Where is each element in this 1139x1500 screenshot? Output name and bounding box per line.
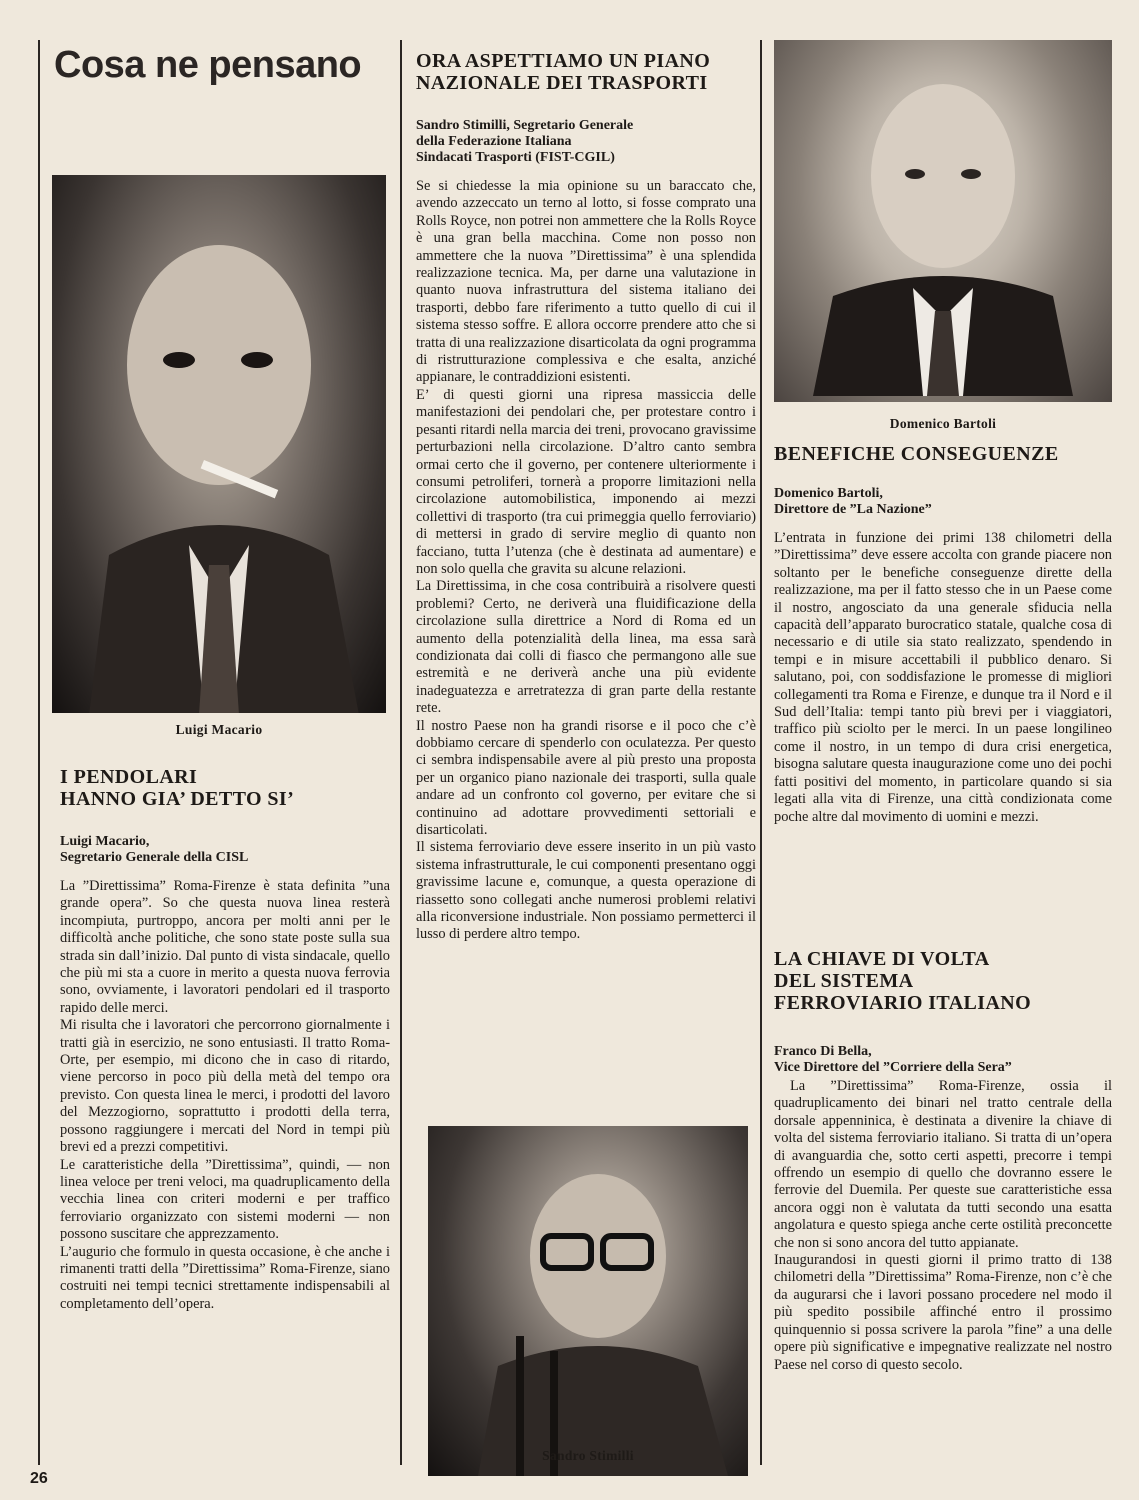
byline <box>774 1044 1112 1076</box>
byline-role: Direttore de ”La Nazione” <box>774 502 932 517</box>
paragraph: Mi risulta che i lavoratori che percorrono giornalmente i tratti già in esercizio, ne sono entusiasti. Il tratto Roma-Orte, per esempio, mi dicono che in caso di ritardo, viene percorso in poco più della metà del tempo ora previsto. Con questa linea le merci, i prodotti del lavoro del Mezzogiorno, soprattutto i prodotti della terra, possono raggiungere i mercati del Nord in tempi più brevi ed a prezzi competitivi. <box>60 1017 390 1156</box>
paragraph: Il nostro Paese non ha grandi risorse e il poco che c’è dobbiamo cercare di spenderlo con oculatezza. Per questo ci sembra indispensabile avere al più presto una proposta per un organico piano nazionale dei trasporti, sulla quale andare ad un confronto col governo, per evitare che si continuino ad adottare provvedimenti settoriali e disarticolati. <box>416 717 756 839</box>
portrait-icon <box>793 56 1093 396</box>
headline-line: NAZIONALE DEI TRASPORTI <box>416 72 708 94</box>
right-column <box>760 40 1110 1465</box>
left-column <box>38 40 390 1465</box>
headline <box>416 50 756 94</box>
byline-line: della Federazione Italiana <box>416 134 572 149</box>
paragraph: L’augurio che formulo in questa occasione, è che anche i rimanenti tratti della ”Direttissima” Roma-Firenze, siano costruiti nei tempi tecnici strettamente indispensabili al completamento dell’opera. <box>60 1243 390 1312</box>
headline-line: I PENDOLARI <box>60 766 198 788</box>
byline-name: Franco Di Bella, <box>774 1044 872 1059</box>
byline <box>416 118 756 166</box>
article-body <box>774 1078 1112 1374</box>
photo-sandro-stimilli <box>428 1126 748 1476</box>
byline-line: Sindacati Trasporti (FIST-CGIL) <box>416 150 615 165</box>
paragraph: Se si chiedesse la mia opinione su un baraccato che, avendo azzeccato un terno al lotto, si fosse comprato una Rolls Royce, non potrei non ammettere che la Rolls Royce è una gran bella macchina. Come non posso non ammettere che la nuova ”Direttissima” è una splendida realizzazione tecnica. Ma, per darne una valutazione in quanto nuova infrastruttura del sistema italiano dei trasporti, debbo fare riferimento a tutto quello di cui il sistema stesso soffre. E allora occorre prendere atto che si tratta di una realizzazione disarticolata da ogni programma di ristrutturazione complessiva e che esalta, anziché appianare, le contraddizioni esistenti. <box>416 178 756 386</box>
headline-line: LA CHIAVE DI VOLTA <box>774 948 990 970</box>
headline <box>774 948 1112 1014</box>
headline-line: DEL SISTEMA <box>774 970 914 992</box>
article-body <box>60 878 390 1313</box>
headline <box>60 766 390 810</box>
article-body <box>774 530 1112 826</box>
portrait-icon <box>69 195 369 713</box>
paragraph: La Direttissima, in che cosa contribuirà a risolvere questi problemi? Certo, ne deriverà una fluidificazione della circolazione sulla direttrice a Nord di Roma ed un aumento della potenzialità della linea, ma essa sarà condizionata dai colli di fiasco che permangono alle sue estremità e ne deriverà anche una più evidente inadeguatezza e arretratezza di gran parte della restante rete. <box>416 578 756 717</box>
headline-line: ORA ASPETTIAMO UN PIANO <box>416 50 711 72</box>
section-title: Cosa ne pensano <box>54 44 362 86</box>
byline-name: Luigi Macario, <box>60 834 150 849</box>
paragraph: E’ di questi giorni una ripresa massiccia delle manifestazioni dei pendolari che, per protestare contro i pesanti ritardi nella marcia dei treni, provocano gravissime perturbazioni nella circolazione. D’altro canto sembra ormai certo che il governo, per contenere ulteriormente i consumi petroliferi, tornerà a proporre limitazioni nella circolazione automobilistica, imponendo ai mezzi collettivi di trasporto (tra cui primeggia quello ferroviario) di mettersi in grado di servire meglio di quanto non facciano, tutta l’utenza (che è destinata ad aumentare) e non solo quella che gravita su alcune relazioni. <box>416 386 756 577</box>
paragraph: La ”Direttissima” Roma-Firenze è stata definita ”una grande opera”. So che questa nuova linea resterà incompiuta, purtroppo, ancora per molti anni per le difficoltà anche politiche, che sono state poste sulla sua strada sin dall’inizio. Dal punto di vista sindacale, quello che più mi sta a cuore in merito a questa nuova ferrovia sono, ovviamente, i lavoratori pendolari ed il trasporto rapido delle merci. <box>60 878 390 1016</box>
byline-name: Domenico Bartoli, <box>774 486 883 501</box>
photo-domenico-bartoli <box>774 40 1112 402</box>
paragraph: La ”Direttissima” Roma-Firenze, ossia il quadruplicamento dei binari nel tratto centrale della dorsale appenninica, è destinata a divenire la chiave di volta del sistema ferroviario italiano. Si tratta di un’opera di avanguardia che, sotto certi aspetti, precorre i tempi offrendo un esempio di quello che dovranno essere le ferrovie del Duemila. Per queste sue caratteristiche essa ancora oggi non è valutata da tutti secondo una esatta angolatura e questo spiega anche certe ostilità preconcette che non si sono ancora del tutto appianate. <box>774 1078 1112 1251</box>
photo-caption: Luigi Macario <box>175 722 263 737</box>
photo-caption: Sandro Stimilli <box>542 1448 634 1463</box>
photo-luigi-macario <box>52 175 386 713</box>
paragraph: Le caratteristiche della ”Direttissima”, quindi, — non linea veloce per treni veloci, ma quadruplicamento della vecchia linea con criteri moderni e per traffico ferroviario organizzato con sistemi moderni — non possono suscitare che apprezzamento. <box>60 1156 390 1243</box>
headline-line: HANNO GIA’ DETTO SI’ <box>60 788 295 810</box>
page-number: 26 <box>30 1470 48 1487</box>
paragraph: Il sistema ferroviario deve essere inserito in un più vasto sistema infrastrutturale, le cui componenti presentano oggi gravissime lacune e, comunque, a questa operazione di riassetto sono collegati anche numerosi problemi relativi alla riconversione industriale. Non possiamo permetterci il lusso di perdere altro tempo. <box>416 839 756 943</box>
photo-caption: Domenico Bartoli <box>889 416 997 431</box>
byline-role: Segretario Generale della CISL <box>60 850 249 865</box>
byline <box>60 834 390 866</box>
middle-column <box>400 40 756 1465</box>
byline-role: Vice Direttore del ”Corriere della Sera” <box>774 1060 1012 1075</box>
paragraph: Inaugurandosi in questi giorni il primo tratto di 138 chilometri della ”Direttissima” Roma-Firenze, non c’è che da augurarsi che i lavori possano procedere nel modo il più spedito possibile affinché entro il prossimo quinquennio si possa scrivere la parola ”fine” a una delle opere più significative e impegnative realizzate nel nostro Paese nel corso di questo secolo. <box>774 1252 1112 1373</box>
headline: BENEFICHE CONSEGUENZE <box>774 443 1059 465</box>
byline-line: Sandro Stimilli, Segretario Generale <box>416 118 634 133</box>
byline <box>774 486 1112 518</box>
paragraph: L’entrata in funzione dei primi 138 chilometri della ”Direttissima” deve essere accolta con grande piacere non soltanto per le benefiche conseguenze dirette della realizzazione, ma per il fatto stesso che in un Paese come il nostro, angosciato da una generale sfiducia nella capacità dell’apparato burocratico statale, qualche cosa di necessario e di utile sia stato realizzato, spendendo in tempi e in misure accettabili il pubblico denaro. Si salutano, poi, con soddisfazione le promesse di migliori collegamenti tra Roma e Firenze, e dunque tra il Nord e il Sud dell’Italia: tempi tanto più brevi per i viaggiatori, traffico più sciolto per le merci. In un paese longilineo come il nostro, in un tempo di dura crisi energetica, bisogna salutare questa inaugurazione come uno dei pochi fatti positivi del momento, in particolare quando si sia legati alla vita di Firenze, una città condizionata come poche altre dal movimento di uomini e mezzi. <box>774 530 1112 825</box>
portrait-icon <box>438 1136 738 1476</box>
headline-line: FERROVIARIO ITALIANO <box>774 992 1032 1014</box>
article-body <box>416 178 756 944</box>
